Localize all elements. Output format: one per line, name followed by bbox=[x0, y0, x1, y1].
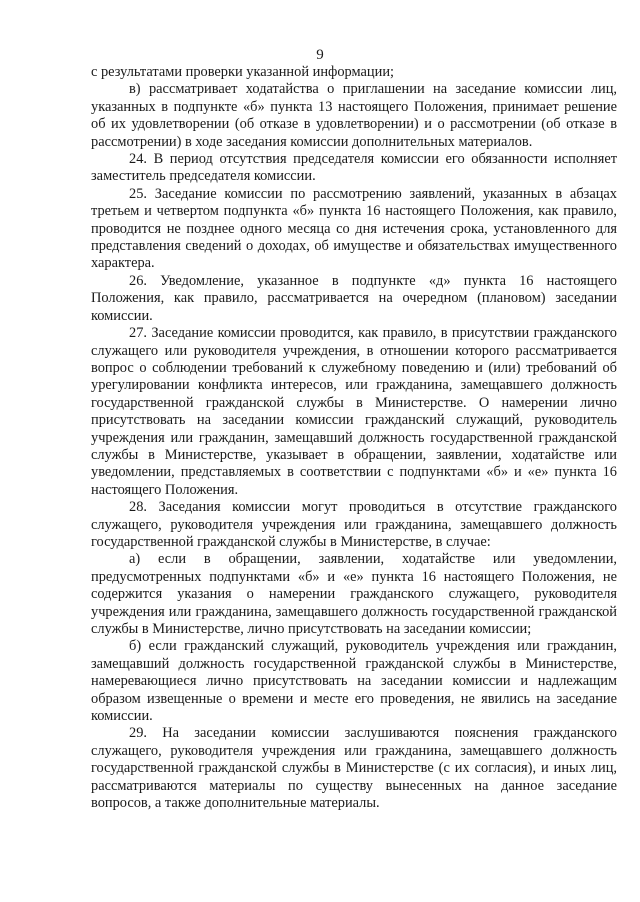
paragraph-27: 27. Заседание комиссии проводится, как правило, в присутствии гражданского служащего или руководителя учреждения, в отношении которого рассматривается вопрос о соблюдении требований к служебному поведению и (или) требований об урегулировании конфликта интересов, или гражданина, замещавшего должность государственной гражданской службы в Министерстве. О намерении лично присутствовать на заседании комиссии гражданский служащий, руководитель учреждения или гражданин, замещавший должность государственной гражданской службы в Министерстве, указывает в обращении, заявлении, ходатайстве или уведомлении, представляемых в соответствии с подпунктами «б» и «е» пункта 16 настоящего Положения. bbox=[91, 325, 617, 498]
paragraph-25: 25. Заседание комиссии по рассмотрению заявлений, указанных в абзацах третьем и четвертом подпункта «б» пункта 16 настоящего Положения, как правило, проводится не позднее одного месяца со дня истечения срока, установленного для представления сведений о доходах, об имуществе и обязательствах имущественного характера. bbox=[91, 185, 617, 272]
document-body bbox=[91, 64, 617, 812]
paragraph-continuation: с результатами проверки указанной информации; bbox=[91, 64, 395, 80]
paragraph-item-v: в) рассматривает ходатайства о приглашении на заседание комиссии лиц, указанных в подпункте «б» пункта 13 настоящего Положения, принимает решение об их удовлетворении (об отказе в удовлетворении) и о рассмотрении (об отказе в рассмотрении) в ходе заседания комиссии дополнительных материалов. bbox=[91, 81, 617, 150]
paragraph-26: 26. Уведомление, указанное в подпункте «д» пункта 16 настоящего Положения, как правило, рассматривается на очередном (плановом) заседании комиссии. bbox=[91, 272, 617, 324]
paragraph-24: 24. В период отсутствия председателя комиссии его обязанности исполняет заместитель председателя комиссии. bbox=[91, 151, 617, 185]
page-number: 9 bbox=[316, 47, 324, 63]
paragraph-28-item-b: б) если гражданский служащий, руководитель учреждения или гражданин, замещавший должность государственной гражданской службы в Министерстве, намеревающиеся лично присутствовать на заседании комиссии и надлежащим образом извещенные о времени и месте его проведения, не явились на заседание комиссии. bbox=[91, 638, 617, 725]
paragraph-28: 28. Заседания комиссии могут проводиться в отсутствие гражданского служащего, руководителя учреждения или гражданина, замещавшего должность государственной гражданской службы в Министерстве, в случае: bbox=[91, 499, 617, 550]
paragraph-28-item-a: а) если в обращении, заявлении, ходатайстве или уведомлении, предусмотренных подпунктами «б» и «е» пункта 16 настоящего Положения, не содержится указания о намерении гражданского служащего, руководителя учреждения или гражданина, замещавшего должность государственной гражданской службы в Министерстве, лично присутствовать на заседании комиссии; bbox=[91, 551, 617, 637]
paragraph-29: 29. На заседании комиссии заслушиваются пояснения гражданского служащего, руководителя учреждения или гражданина, замещавшего должность государственной гражданской службы в Министерстве (с их согласия), и иных лиц, рассматриваются материалы по существу вынесенных на данное заседание вопросов, а также дополнительные материалы. bbox=[91, 725, 617, 812]
